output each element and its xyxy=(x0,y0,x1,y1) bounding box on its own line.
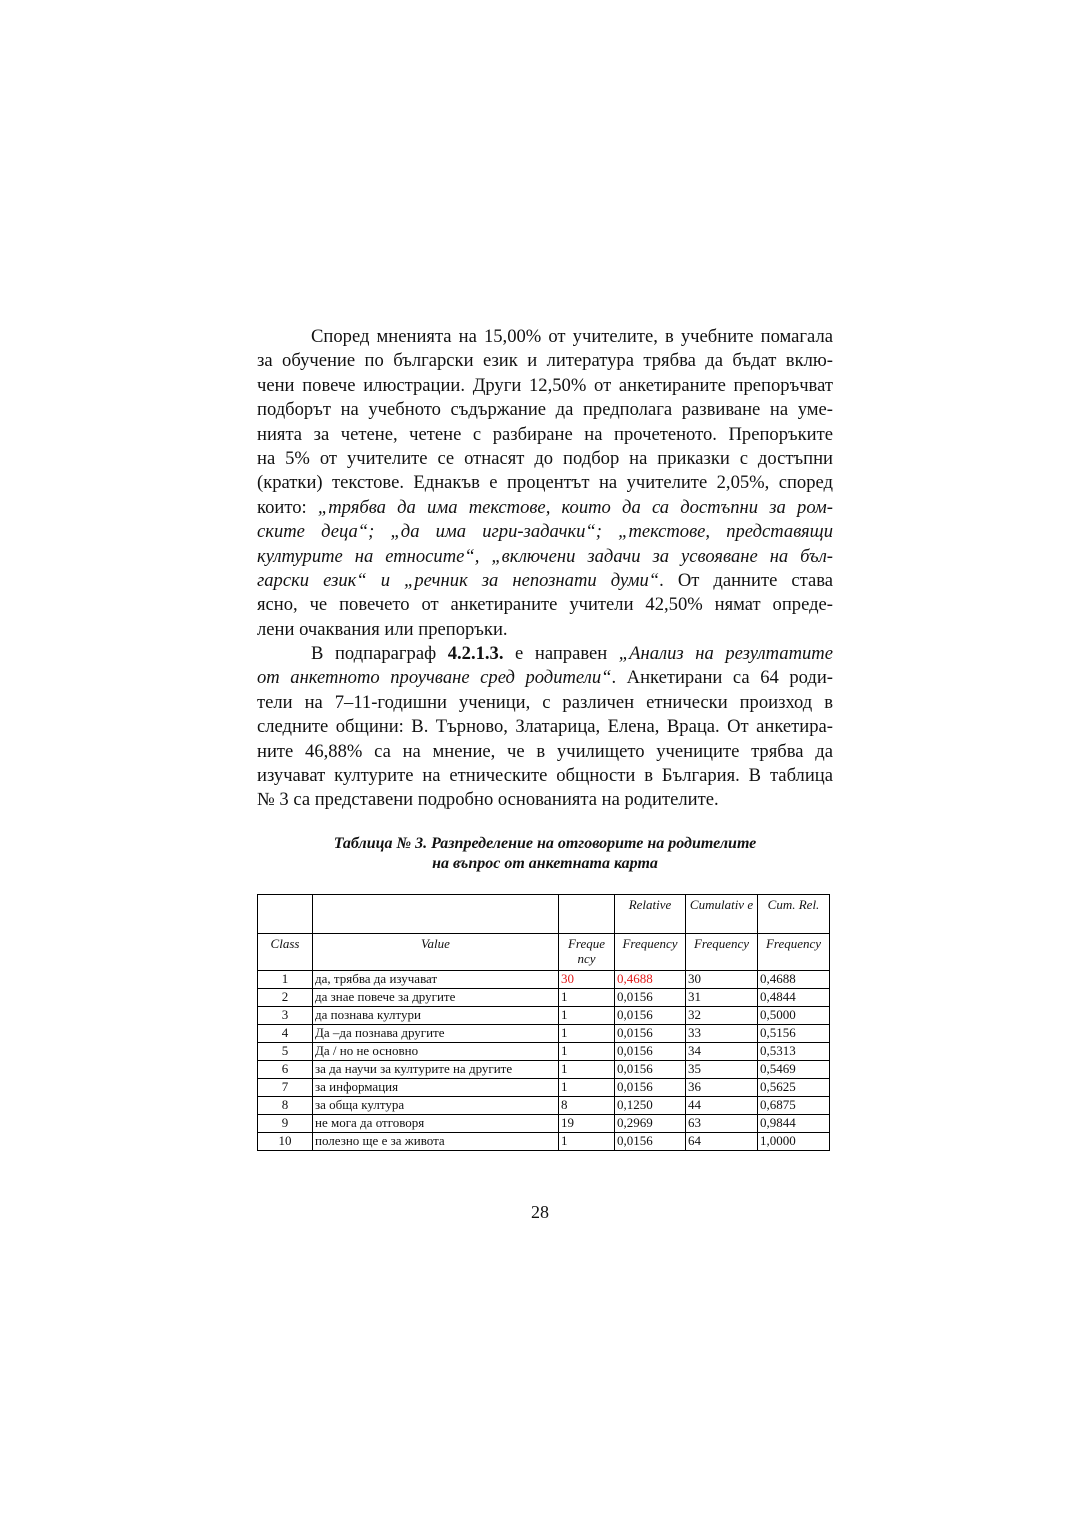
paragraph-2-line: следните общини: В. Търново, Златарица, Елена, Враца. От анкетира- xyxy=(257,716,833,738)
caption-line-2: на въпрос от анкетната карта xyxy=(432,855,658,872)
table-cell-value: да, трябва да изучават xyxy=(313,971,559,989)
table-cell-value: за обща култура xyxy=(313,1097,559,1115)
header-cell: Frequency xyxy=(686,934,758,971)
table-cell-cumrel: 0,9844 xyxy=(758,1115,830,1133)
table-row xyxy=(258,1043,830,1061)
paragraph-1-line: ясно, че повечето от анкетираните учители 42,50% нямат опреде- xyxy=(257,594,833,616)
table-cell-rel: 0,4688 xyxy=(615,971,686,989)
header-cell: Freque ncy xyxy=(559,934,615,971)
table-header-row xyxy=(258,934,830,971)
table-cell-cum: 33 xyxy=(686,1025,758,1043)
header-cell: Value xyxy=(313,934,559,971)
table-cell-cls: 8 xyxy=(258,1097,313,1115)
table-caption xyxy=(257,834,833,874)
header-cell: Frequency xyxy=(758,934,830,971)
table-row xyxy=(258,1079,830,1097)
table-cell-rel: 0,1250 xyxy=(615,1097,686,1115)
table-cell-value: Да / но не основно xyxy=(313,1043,559,1061)
table-cell-cls: 3 xyxy=(258,1007,313,1025)
header-cell xyxy=(258,895,313,934)
table-cell-cum: 64 xyxy=(686,1133,758,1151)
table-row xyxy=(258,1007,830,1025)
text-run: е направен xyxy=(503,643,619,665)
table-cell-cls: 6 xyxy=(258,1061,313,1079)
header-cell: Cum. Rel. xyxy=(758,895,830,934)
table-cell-cum: 31 xyxy=(686,989,758,1007)
table-cell-freq: 1 xyxy=(559,1079,615,1097)
paragraph-1-line: културите на етносите“, „включени задачи за усвояване на бъл- xyxy=(257,545,833,567)
table-row xyxy=(258,1061,830,1079)
caption-line-1: Таблица № 3. Разпределение на отговорите на родителите xyxy=(333,835,757,852)
table-cell-cumrel: 0,4688 xyxy=(758,971,830,989)
table-header-row xyxy=(258,895,830,934)
table-cell-cum: 34 xyxy=(686,1043,758,1061)
table-cell-cumrel: 0,5000 xyxy=(758,1007,830,1025)
paragraph-1-line: ските деца“; „да има игри-задачки“; „текстове, представящи xyxy=(257,521,833,543)
table-cell-cls: 9 xyxy=(258,1115,313,1133)
table-row xyxy=(258,989,830,1007)
paragraph-1-line: подборът на учебното съдържание да предполага развиване на уме- xyxy=(257,399,833,421)
paragraph-1-line: лени очаквания или препоръки. xyxy=(257,618,508,640)
table-cell-cum: 63 xyxy=(686,1115,758,1133)
table-cell-freq: 1 xyxy=(559,1133,615,1151)
table-cell-cum: 44 xyxy=(686,1097,758,1115)
table-cell-cumrel: 0,5469 xyxy=(758,1061,830,1079)
table-cell-freq: 19 xyxy=(559,1115,615,1133)
table-cell-cumrel: 1,0000 xyxy=(758,1133,830,1151)
table-cell-value: Да –да познава другите xyxy=(313,1025,559,1043)
table-cell-rel: 0,0156 xyxy=(615,1061,686,1079)
paragraph-1-line: Според мненията на 15,00% от учителите, в учебните помагала xyxy=(311,326,833,347)
table-cell-cum: 30 xyxy=(686,971,758,989)
table-cell-value: не мога да отговоря xyxy=(313,1115,559,1133)
table-cell-freq: 1 xyxy=(559,1043,615,1061)
text-run: . От данните става xyxy=(659,569,833,591)
paragraph-2-line xyxy=(257,642,833,666)
table-row xyxy=(258,1025,830,1043)
table-cell-cumrel: 0,5625 xyxy=(758,1079,830,1097)
table-cell-value: за информация xyxy=(313,1079,559,1097)
text-run: . Анкетирани са 64 роди- xyxy=(611,667,833,689)
table-cell-cls: 2 xyxy=(258,989,313,1007)
table-cell-cumrel: 0,5156 xyxy=(758,1025,830,1043)
header-cell: Cumulativ e xyxy=(686,895,758,934)
header-cell: Frequency xyxy=(615,934,686,971)
table-cell-cumrel: 0,6875 xyxy=(758,1097,830,1115)
table-row xyxy=(258,1097,830,1115)
table-cell-rel: 0,2969 xyxy=(615,1115,686,1133)
table-cell-freq: 1 xyxy=(559,1007,615,1025)
quote-run: „Анализ на резултатите xyxy=(618,643,833,665)
table-cell-value: за да научи за културите на другите xyxy=(313,1061,559,1079)
paragraph-1-line: на 5% от учителите се отнасят до подбор на приказки с достъпни xyxy=(257,447,833,469)
text-run: които: xyxy=(257,496,318,518)
page-number: 28 xyxy=(531,1202,549,1222)
table-cell-cum: 36 xyxy=(686,1079,758,1097)
paragraph-2-line: изучават културите на етническите общности в България. В таблица xyxy=(257,765,833,787)
table-cell-freq: 1 xyxy=(559,989,615,1007)
header-cell: Class xyxy=(258,934,313,971)
table-cell-value: да знае повече за другите xyxy=(313,989,559,1007)
quote-run: гарски език“ и „речник за непознати думи“ xyxy=(257,569,660,591)
table-cell-rel: 0,0156 xyxy=(615,1007,686,1025)
section-ref: 4.2.1.3. xyxy=(447,643,504,665)
paragraph-1-line xyxy=(257,569,833,593)
header-cell xyxy=(559,895,615,934)
paragraph-1-line: чени повече илюстрации. Други 12,50% от анкетираните препоръчват xyxy=(257,374,833,396)
table-cell-cum: 35 xyxy=(686,1061,758,1079)
header-cell xyxy=(313,895,559,934)
table-cell-cls: 10 xyxy=(258,1133,313,1151)
frequency-table xyxy=(257,894,830,1151)
text-run: В подпараграф xyxy=(311,643,448,665)
paragraph-1-line: за обучение по български език и литература трябва да бъдат вклю- xyxy=(257,350,833,372)
table-row xyxy=(258,1115,830,1133)
table-cell-cls: 5 xyxy=(258,1043,313,1061)
table-row xyxy=(258,1133,830,1151)
quote-run: „трябва да има текстове, които да са достъпни за ром- xyxy=(317,496,833,518)
table-cell-cls: 4 xyxy=(258,1025,313,1043)
header-cell: Relative xyxy=(615,895,686,934)
table-cell-rel: 0,0156 xyxy=(615,1043,686,1061)
paragraph-2-line xyxy=(257,666,833,690)
paragraph-1-line: (кратки) текстове. Еднакъв е процентът на учителите 2,05%, според xyxy=(257,472,833,494)
paragraph-2-line: ните 46,88% са на мнение, че в училището учениците трябва да xyxy=(257,740,833,762)
quote-run: от анкетното проучване сред родители“ xyxy=(257,667,612,689)
table-cell-cumrel: 0,4844 xyxy=(758,989,830,1007)
paragraph-2-line: тели на 7–11-годишни ученици, с различен етнически произход в xyxy=(257,691,833,713)
table-cell-freq: 1 xyxy=(559,1061,615,1079)
table-cell-rel: 0,0156 xyxy=(615,1133,686,1151)
paragraph-1-line: нията за четене, четене с разбиране на прочетеното. Препоръките xyxy=(257,423,833,445)
table-cell-cum: 32 xyxy=(686,1007,758,1025)
table-cell-rel: 0,0156 xyxy=(615,1079,686,1097)
table-cell-cls: 1 xyxy=(258,971,313,989)
table-cell-value: да познава култури xyxy=(313,1007,559,1025)
table-cell-freq: 1 xyxy=(559,1025,615,1043)
paragraph-1-line xyxy=(257,496,833,520)
body-text xyxy=(257,325,833,813)
table-cell-freq: 8 xyxy=(559,1097,615,1115)
table-cell-cumrel: 0,5313 xyxy=(758,1043,830,1061)
table-cell-freq: 30 xyxy=(559,971,615,989)
paragraph-2-line: № 3 са представени подробно основанията на родителите. xyxy=(257,789,719,811)
table-cell-rel: 0,0156 xyxy=(615,989,686,1007)
table-cell-value: полезно ще е за живота xyxy=(313,1133,559,1151)
table-row xyxy=(258,971,830,989)
table-cell-cls: 7 xyxy=(258,1079,313,1097)
table-cell-rel: 0,0156 xyxy=(615,1025,686,1043)
